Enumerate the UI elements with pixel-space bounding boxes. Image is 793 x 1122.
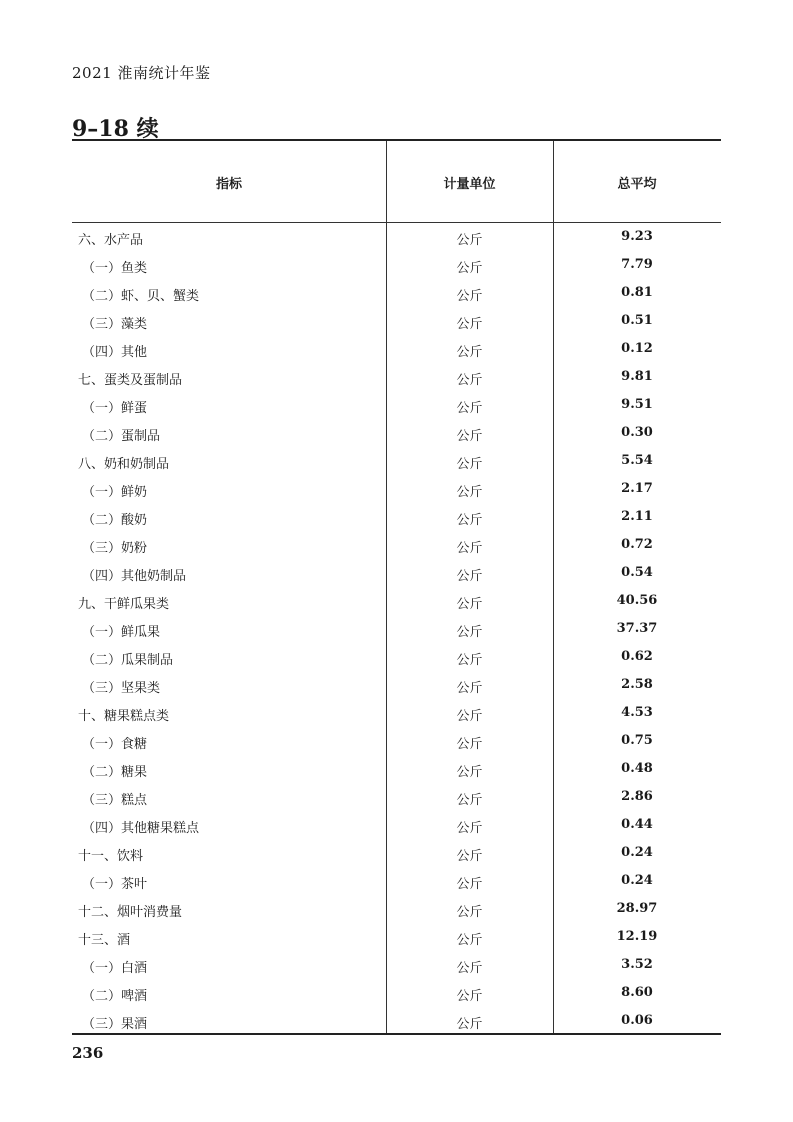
unit-cell: 公斤 <box>456 681 483 696</box>
average-cell: 2.11 <box>621 509 653 524</box>
unit-cell: 公斤 <box>456 457 483 472</box>
table-row <box>72 586 721 614</box>
table-row <box>72 922 721 950</box>
table-row <box>72 446 721 474</box>
table-row <box>72 502 721 530</box>
indicator-cell: （四）其他 <box>82 345 148 360</box>
table-row <box>72 278 721 306</box>
unit-cell: 公斤 <box>456 905 483 920</box>
average-cell: 0.44 <box>621 817 653 832</box>
indicator-cell: （三）奶粉 <box>82 541 148 556</box>
unit-cell: 公斤 <box>456 485 483 500</box>
table-row <box>72 782 721 810</box>
table-row <box>72 810 721 838</box>
indicator-cell: （三）果酒 <box>82 1017 148 1032</box>
indicator-cell: （二）虾、贝、蟹类 <box>82 289 200 304</box>
average-cell: 5.54 <box>621 453 653 468</box>
average-cell: 0.51 <box>621 313 653 328</box>
average-cell: 9.23 <box>621 229 653 244</box>
average-cell: 12.19 <box>616 929 658 944</box>
unit-cell: 公斤 <box>456 317 483 332</box>
average-cell: 8.60 <box>621 985 653 1000</box>
table-title: 9–18 续 <box>72 116 159 142</box>
average-cell: 9.81 <box>621 369 653 384</box>
table-row <box>72 866 721 894</box>
unit-cell: 公斤 <box>456 289 483 304</box>
indicator-cell: 九、干鲜瓜果类 <box>78 597 170 612</box>
unit-cell: 公斤 <box>456 401 483 416</box>
table-row <box>72 754 721 782</box>
page-number: 236 <box>72 1044 104 1062</box>
indicator-cell: （一）食糖 <box>82 737 148 752</box>
table-row <box>72 222 721 250</box>
table-row <box>72 474 721 502</box>
table-row <box>72 250 721 278</box>
average-cell: 0.54 <box>621 565 653 580</box>
unit-cell: 公斤 <box>456 821 483 836</box>
unit-cell: 公斤 <box>456 793 483 808</box>
indicator-cell: （一）鲜蛋 <box>82 401 148 416</box>
unit-cell: 公斤 <box>456 625 483 640</box>
indicator-cell: （一）鲜瓜果 <box>82 625 161 640</box>
unit-cell: 公斤 <box>456 849 483 864</box>
average-cell: 4.53 <box>621 705 653 720</box>
average-cell: 0.30 <box>621 425 653 440</box>
table-row <box>72 334 721 362</box>
indicator-cell: （一）茶叶 <box>82 877 148 892</box>
average-cell: 28.97 <box>616 901 658 916</box>
unit-cell: 公斤 <box>456 233 483 248</box>
indicator-cell: （二）瓜果制品 <box>82 653 174 668</box>
unit-cell: 公斤 <box>456 261 483 276</box>
table-row <box>72 614 721 642</box>
table-row <box>72 838 721 866</box>
average-cell: 2.17 <box>621 481 653 496</box>
average-cell: 0.12 <box>621 341 653 356</box>
indicator-cell: 十二、烟叶消费量 <box>78 905 183 920</box>
running-head: 2021 淮南统计年鉴 <box>72 64 211 82</box>
table-row <box>72 978 721 1006</box>
table-row <box>72 390 721 418</box>
unit-cell: 公斤 <box>456 1017 483 1032</box>
table-body <box>72 222 721 1034</box>
unit-cell: 公斤 <box>456 569 483 584</box>
average-cell: 9.51 <box>621 397 653 412</box>
column-header-average: 总平均 <box>617 177 657 192</box>
average-cell: 37.37 <box>616 621 658 636</box>
table-row <box>72 558 721 586</box>
indicator-cell: （三）糕点 <box>82 793 148 808</box>
average-cell: 7.79 <box>621 257 653 272</box>
unit-cell: 公斤 <box>456 933 483 948</box>
unit-cell: 公斤 <box>456 653 483 668</box>
indicator-cell: （四）其他糖果糕点 <box>82 821 200 836</box>
unit-cell: 公斤 <box>456 737 483 752</box>
table-row <box>72 530 721 558</box>
indicator-cell: 十三、酒 <box>78 933 131 948</box>
average-cell: 2.86 <box>621 789 653 804</box>
unit-cell: 公斤 <box>456 373 483 388</box>
unit-cell: 公斤 <box>456 345 483 360</box>
unit-cell: 公斤 <box>456 877 483 892</box>
unit-cell: 公斤 <box>456 429 483 444</box>
average-cell: 2.58 <box>621 677 653 692</box>
unit-cell: 公斤 <box>456 709 483 724</box>
unit-cell: 公斤 <box>456 961 483 976</box>
unit-cell: 公斤 <box>456 541 483 556</box>
average-cell: 0.24 <box>621 845 653 860</box>
table-row <box>72 642 721 670</box>
indicator-cell: （一）鱼类 <box>82 261 148 276</box>
column-header-unit: 计量单位 <box>443 177 496 192</box>
average-cell: 0.06 <box>621 1013 653 1028</box>
table-row <box>72 698 721 726</box>
indicator-cell: 十一、饮料 <box>78 849 144 864</box>
average-cell: 0.75 <box>621 733 653 748</box>
indicator-cell: 十、糖果糕点类 <box>78 709 170 724</box>
unit-cell: 公斤 <box>456 765 483 780</box>
indicator-cell: （二）酸奶 <box>82 513 148 528</box>
unit-cell: 公斤 <box>456 597 483 612</box>
indicator-cell: （一）鲜奶 <box>82 485 148 500</box>
indicator-cell: （二）糖果 <box>82 765 148 780</box>
table-row <box>72 418 721 446</box>
table-row <box>72 670 721 698</box>
table-row <box>72 362 721 390</box>
average-cell: 40.56 <box>616 593 658 608</box>
table-row <box>72 894 721 922</box>
table-row <box>72 306 721 334</box>
indicator-cell: 六、水产品 <box>78 233 144 248</box>
indicator-cell: （一）白酒 <box>82 961 148 976</box>
average-cell: 3.52 <box>621 957 653 972</box>
table-row <box>72 726 721 754</box>
table-top-rule <box>72 139 721 141</box>
unit-cell: 公斤 <box>456 513 483 528</box>
average-cell: 0.48 <box>621 761 653 776</box>
column-header-indicator: 指标 <box>215 177 242 192</box>
average-cell: 0.81 <box>621 285 653 300</box>
indicator-cell: （三）藻类 <box>82 317 148 332</box>
indicator-cell: （四）其他奶制品 <box>82 569 187 584</box>
table-row <box>72 1006 721 1034</box>
unit-cell: 公斤 <box>456 989 483 1004</box>
indicator-cell: 八、奶和奶制品 <box>78 457 170 472</box>
indicator-cell: （二）蛋制品 <box>82 429 161 444</box>
indicator-cell: 七、蛋类及蛋制品 <box>78 373 183 388</box>
average-cell: 0.62 <box>621 649 653 664</box>
table-row <box>72 950 721 978</box>
average-cell: 0.24 <box>621 873 653 888</box>
indicator-cell: （三）坚果类 <box>82 681 161 696</box>
average-cell: 0.72 <box>621 537 653 552</box>
indicator-cell: （二）啤酒 <box>82 989 148 1004</box>
